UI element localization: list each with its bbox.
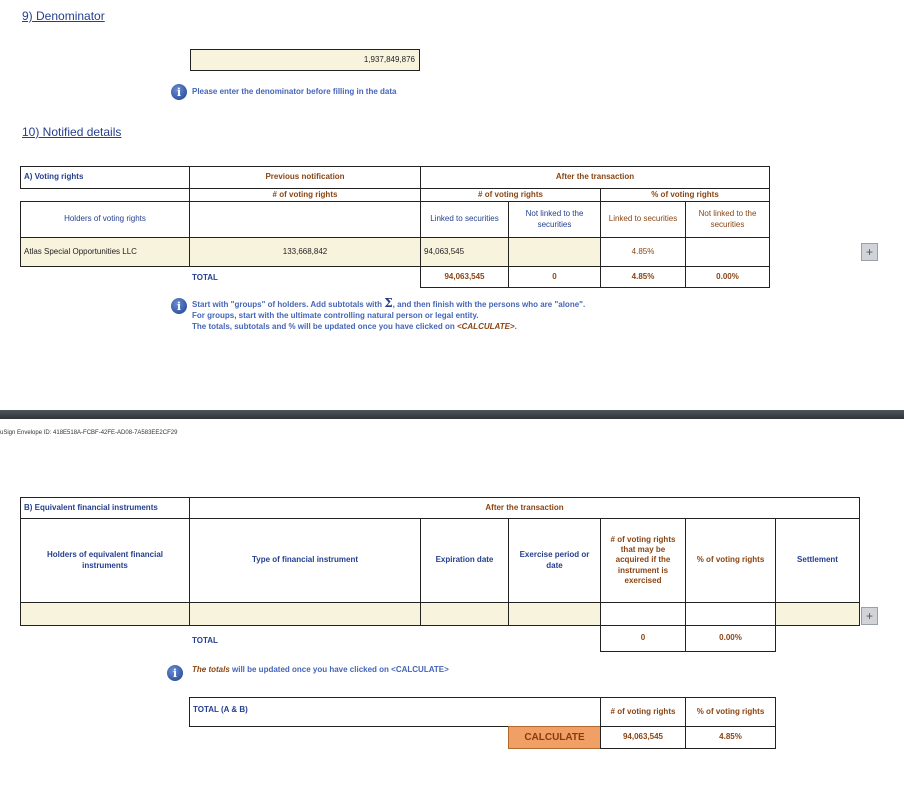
table-a-total-label: TOTAL	[192, 273, 218, 282]
previous-notification-header: Previous notification	[189, 166, 421, 189]
prev-num-voting-rights-header: # of voting rights	[189, 188, 421, 202]
after-transaction-header: After the transaction	[420, 166, 770, 189]
b-holder-cell[interactable]	[20, 602, 190, 626]
page-break	[0, 410, 904, 419]
groups-note: Start with "groups" of holders. Add subtotals with Σ, and then finish with the persons who are "alone". For groups, start with the ultimate controlling natural person or legal entity. The totals, subtotals and % will be updated once you have clicked on <CALCULATE>.	[192, 296, 586, 331]
pct-not-linked-header: Not linked to the securities	[685, 201, 770, 238]
b-total-pct-cell: 0.00%	[685, 625, 776, 652]
section-heading-notified-details: 10) Notified details	[22, 125, 122, 139]
b-pct-voting-rights-header: % of voting rights	[685, 518, 776, 603]
prev-blank-header	[189, 201, 421, 238]
total-pct-not-linked-cell: 0.00%	[685, 266, 770, 288]
b-total-num-cell: 0	[600, 625, 686, 652]
holder-name-cell[interactable]: Atlas Special Opportunities LLC	[20, 237, 190, 267]
prev-voting-rights-cell[interactable]: 133,668,842	[189, 237, 421, 267]
calculate-button[interactable]: CALCULATE	[508, 726, 601, 749]
info-icon: i	[167, 665, 183, 681]
info-icon: i	[171, 84, 187, 100]
after-pct-voting-rights-header: % of voting rights	[600, 188, 770, 202]
section-heading-denominator: 9) Denominator	[22, 9, 105, 23]
add-row-button-b[interactable]: +	[861, 607, 878, 625]
add-row-button-a[interactable]: +	[861, 243, 878, 261]
totals-note: The totals will be updated once you have clicked on <CALCULATE>	[192, 665, 449, 674]
linked-to-securities-header: Linked to securities	[420, 201, 509, 238]
totals-ab-num-value: 94,063,545	[600, 726, 686, 749]
sigma-icon: Σ	[384, 296, 393, 310]
totals-ab-label: TOTAL (A & B)	[189, 697, 601, 727]
not-linked-header: Not linked to the securities	[508, 201, 601, 238]
info-icon: i	[171, 298, 187, 314]
not-linked-voting-rights-cell[interactable]	[508, 237, 601, 267]
expiration-date-header: Expiration date	[420, 518, 509, 603]
b-exercise-cell[interactable]	[508, 602, 601, 626]
envelope-id: uSign Envelope ID: 418E518A-FCBF-42FE-AD08-7A583EE2CF29	[0, 430, 178, 436]
denominator-input[interactable]: 1,937,849,876	[190, 49, 420, 71]
b-type-cell[interactable]	[189, 602, 421, 626]
total-linked-cell: 94,063,545	[420, 266, 509, 288]
settlement-header: Settlement	[775, 518, 860, 603]
total-pct-linked-cell: 4.85%	[600, 266, 686, 288]
totals-ab-pct-value: 4.85%	[685, 726, 776, 749]
table-b-total-label: TOTAL	[192, 636, 218, 645]
holders-equivalent-header: Holders of equivalent financial instruments	[20, 518, 190, 603]
b-settlement-cell[interactable]	[775, 602, 860, 626]
type-instrument-header: Type of financial instrument	[189, 518, 421, 603]
linked-voting-rights-cell[interactable]: 94,063,545	[420, 237, 509, 267]
after-num-voting-rights-header: # of voting rights	[420, 188, 601, 202]
b-after-transaction-header: After the transaction	[189, 497, 860, 519]
b-expiration-cell[interactable]	[420, 602, 509, 626]
denominator-note: Please enter the denominator before filling in the data	[192, 87, 397, 96]
pct-linked-header: Linked to securities	[600, 201, 686, 238]
totals-ab-num-header: # of voting rights	[600, 697, 686, 727]
totals-ab-pct-header: % of voting rights	[685, 697, 776, 727]
table-a-title: A) Voting rights	[20, 166, 190, 189]
table-b-title: B) Equivalent financial instruments	[20, 497, 190, 519]
exercise-period-header: Exercise period or date	[508, 518, 601, 603]
total-not-linked-cell: 0	[508, 266, 601, 288]
b-pct-cell	[685, 602, 776, 626]
b-num-voting-rights-header: # of voting rights that may be acquired if the instrument is exercised	[600, 518, 686, 603]
pct-linked-cell: 4.85%	[600, 237, 686, 267]
pct-not-linked-cell	[685, 237, 770, 267]
holders-of-voting-rights-header: Holders of voting rights	[20, 201, 190, 238]
b-num-cell	[600, 602, 686, 626]
